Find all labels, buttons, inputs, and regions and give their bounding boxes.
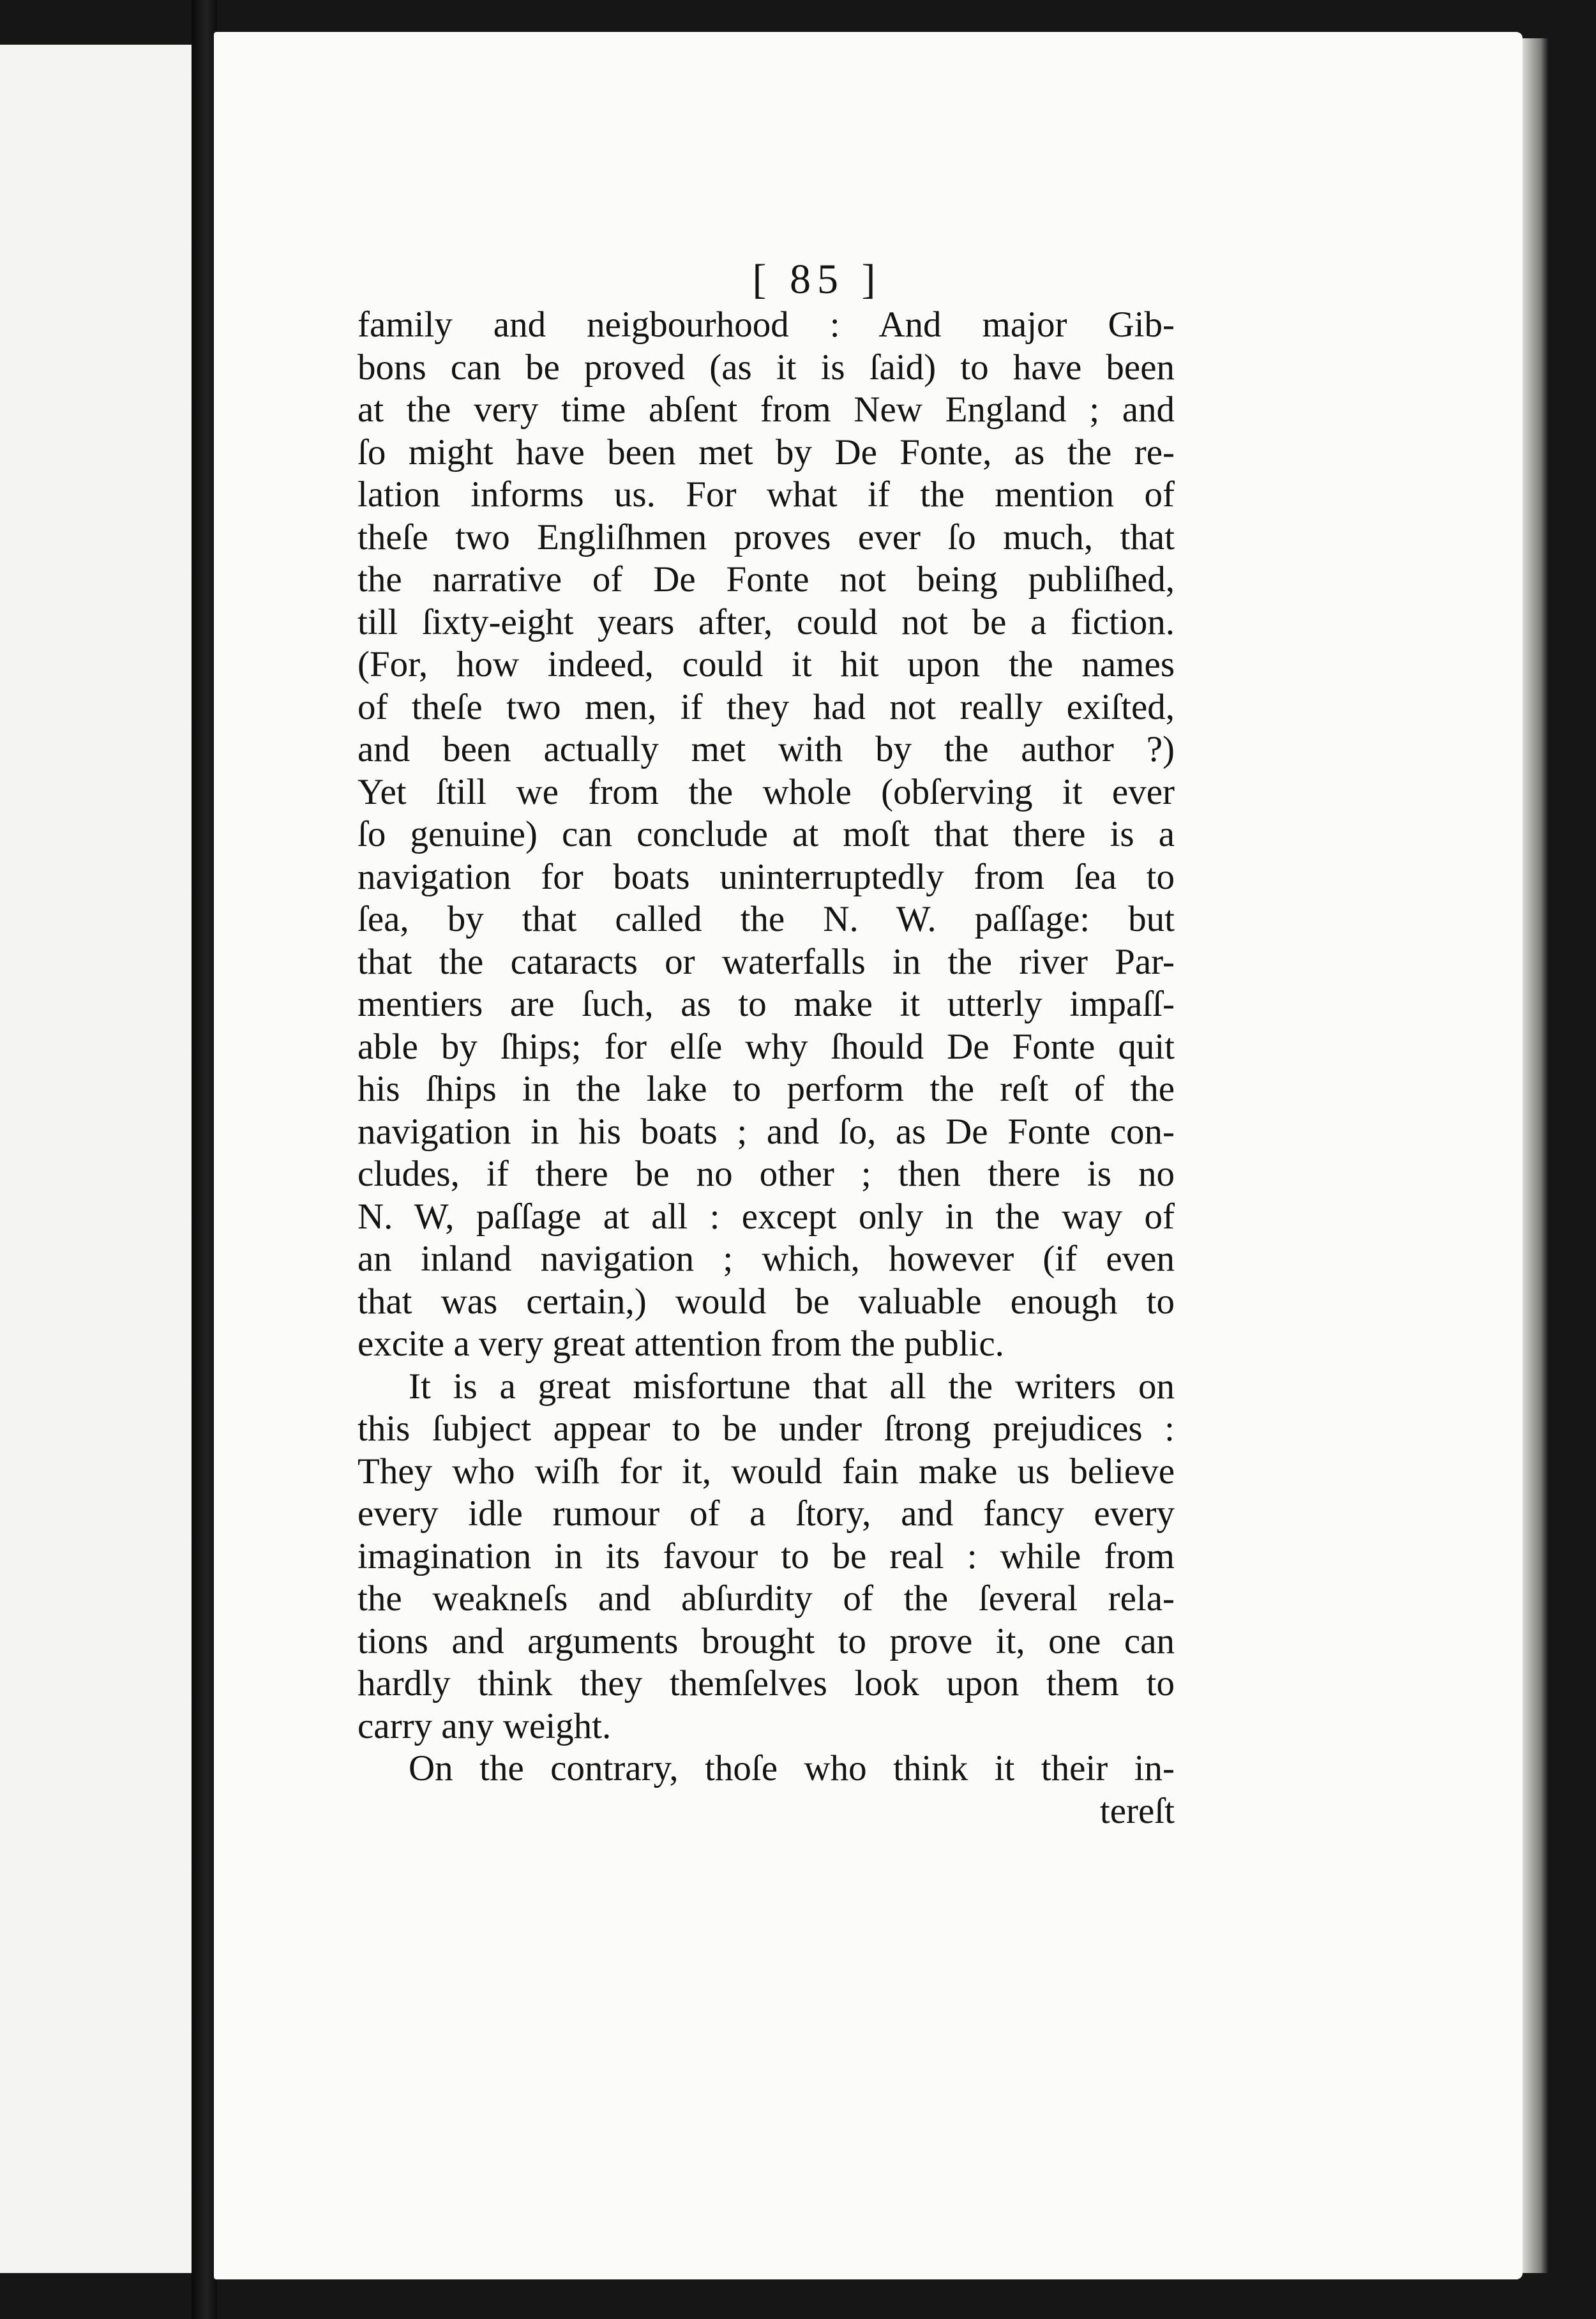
text-line: cludes, if there be no other ; then there is no: [358, 1154, 1175, 1194]
text-line: family and neigbourhood : And major Gib-: [358, 305, 1175, 345]
page-edge-shadow: [1523, 38, 1548, 2273]
text-line: ſo genuine) can conclude at moſt that there is a: [358, 814, 1175, 854]
text-line: that was certain,) would be valuable enough to: [358, 1281, 1175, 1322]
text-line: imagination in its favour to be real : while from: [358, 1536, 1175, 1576]
text-line: On the contrary, thoſe who think it their in-: [409, 1748, 1175, 1788]
text-line: mentiers are ſuch, as to make it utterly impaſſ-: [358, 984, 1175, 1024]
text-line: excite a very great attention from the public.: [358, 1324, 1004, 1364]
text-line: Yet ſtill we from the whole (obſerving it ever: [358, 771, 1175, 812]
text-line: ſea, by that called the N. W. paſſage: but: [358, 899, 1175, 939]
text-line: an inland navigation ; which, however (if even: [358, 1239, 1175, 1279]
text-line: every idle rumour of a ſtory, and fancy every: [358, 1493, 1175, 1534]
text-line: carry any weight.: [358, 1705, 612, 1746]
text-line: hardly think they themſelves look upon them to: [358, 1663, 1175, 1703]
text-line: ſo might have been met by De Fonte, as the re-: [358, 432, 1175, 472]
left-facing-page: [0, 45, 195, 2273]
text-line: lation informs us. For what if the mention of: [358, 474, 1175, 515]
text-line: bons can be proved (as it is ſaid) to have been: [358, 347, 1175, 388]
text-line: till ſixty-eight years after, could not be a fiction.: [358, 601, 1175, 642]
page-text-block: [358, 255, 1175, 1832]
text-line: the narrative of De Fonte not being publiſhed,: [358, 559, 1175, 600]
text-line: theſe two Engliſhmen proves ever ſo much, that: [358, 517, 1175, 557]
text-line: that the cataracts or waterfalls in the river Par-: [358, 941, 1175, 982]
text-line: navigation in his boats ; and ſo, as De Fonte con-: [358, 1111, 1175, 1152]
text-line: navigation for boats uninterruptedly from ſea to: [358, 856, 1175, 897]
page-number: [ 85 ]: [752, 256, 882, 303]
text-line: It is a great misfortune that all the writers on: [409, 1366, 1175, 1407]
text-line: tions and arguments brought to prove it, one can: [358, 1620, 1175, 1661]
text-line: They who wiſh for it, would fain make us believe: [358, 1451, 1175, 1492]
text-line: this ſubject appear to be under ſtrong prejudices :: [358, 1409, 1175, 1449]
text-line: able by ſhips; for elſe why ſhould De Fonte quit: [358, 1026, 1175, 1067]
text-line: the weakneſs and abſurdity of the ſeveral rela-: [358, 1578, 1175, 1619]
text-line: (For, how indeed, could it hit upon the names: [358, 644, 1175, 684]
text-line: N. W, paſſage at all : except only in the way of: [358, 1196, 1175, 1237]
text-line: of theſe two men, if they had not really exiſted,: [358, 686, 1175, 727]
text-line: and been actually met with by the author ?): [358, 729, 1175, 769]
text-line: at the very time abſent from New England ; and: [358, 389, 1175, 430]
catchword: tereſt: [1099, 1790, 1175, 1831]
text-line: his ſhips in the lake to perform the reſt of the: [358, 1069, 1175, 1109]
binding-gutter: [192, 0, 217, 2319]
